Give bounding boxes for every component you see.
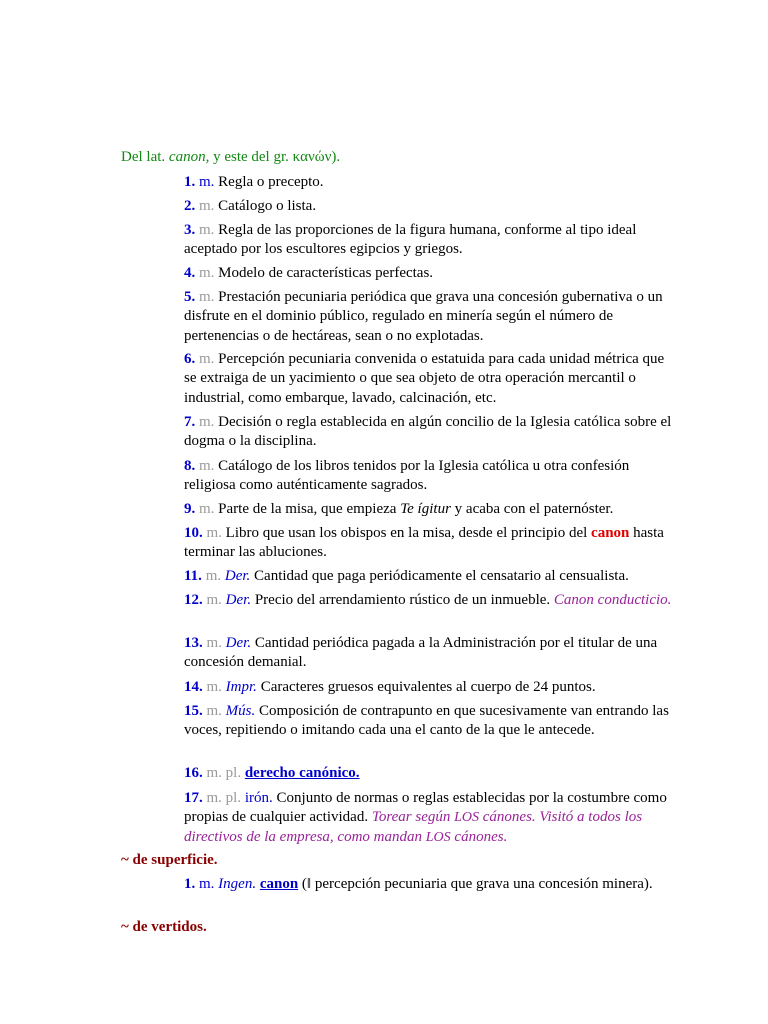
sense-text: Modelo de características perfectas. (214, 265, 434, 281)
domain-label: Der. (225, 592, 252, 608)
sense-text: Libro que usan los obispos en la misa, desde el principio del (221, 525, 592, 541)
sense-number: 8. (184, 458, 196, 474)
sense-10 (184, 524, 680, 563)
sense-number: 13. (184, 635, 203, 651)
italic-term: Te ígitur (400, 501, 451, 517)
etymology-prefix: Del lat. (121, 149, 169, 165)
sense-number: 7. (184, 414, 196, 430)
sense-number: 10. (184, 525, 203, 541)
sense-text: Decisión o regla establecida en algún concilio de la Iglesia católica sobre el dogma o la disciplina. (184, 414, 672, 450)
grammar-label: m. (199, 414, 215, 430)
usage-example: Canon conducticio. (553, 592, 672, 608)
sense-2 (184, 197, 680, 216)
sense-text: Composición de contrapunto en que sucesivamente van entrando las voces, repitiendo o imitando cada una el canto de la que le antecede. (184, 703, 669, 739)
sense-text: Catálogo o lista. (214, 198, 317, 214)
grammar-label: m. (206, 635, 222, 651)
sense-12 (184, 591, 680, 610)
example-part: cánones. Visitó a todos los directivos de la empresa, como mandan (184, 809, 643, 845)
grammar-label: m. (199, 198, 215, 214)
sense-6 (184, 350, 680, 408)
grammar-label: m. pl. (206, 790, 242, 806)
etymology (121, 148, 340, 167)
grammar-label: m. (199, 174, 215, 190)
sense-text: Prestación pecuniaria periódica que grava una concesión gubernativa o un disfrute en el dominio público, regulado en minería según el número de pertenencias o de hectáreas, sean o no explotadas. (184, 289, 663, 344)
sense-number: 9. (184, 501, 196, 517)
sense-text: Conjunto de normas o reglas establecidas por la costumbre como propias de cualquier actividad. (184, 790, 667, 826)
etymology-word: canon, (168, 149, 210, 165)
sense-16 (184, 764, 680, 783)
etymology-suffix: ). (331, 149, 341, 165)
sense-text: Regla de las proporciones de la figura humana, conforme al tipo ideal aceptado por los escultores egipcios y griegos. (184, 222, 637, 258)
sense-9 (184, 500, 680, 519)
domain-label: Mús. (225, 703, 256, 719)
sense-number: 3. (184, 222, 196, 238)
highlighted-headword: canon (591, 525, 630, 541)
sense-number: 4. (184, 265, 196, 281)
sense-15 (184, 702, 680, 741)
cross-reference-link[interactable]: derecho canónico. (244, 765, 360, 781)
grammar-label: m. (199, 458, 215, 474)
subentry-label: ~ de superficie. (121, 852, 218, 868)
domain-label: Ingen. (218, 876, 257, 892)
domain-label: Der. (224, 568, 251, 584)
subentry-label: ~ de vertidos. (121, 919, 207, 935)
sense-3 (184, 221, 680, 260)
subentry-sense-1 (184, 875, 680, 894)
grammar-label: m. (199, 289, 215, 305)
usage-label: irón. (244, 790, 273, 806)
sense-text: Caracteres gruesos equivalentes al cuerpo de 24 puntos. (256, 679, 596, 695)
sense-text: Cantidad periódica pagada a la Administración por el titular de una concesión demanial. (184, 635, 658, 671)
sense-text: (‖ percepción pecuniaria que grava una concesión minera). (298, 876, 653, 892)
sense-number: 11. (184, 568, 202, 584)
grammar-label: m. (199, 876, 215, 892)
grammar-label: m. (206, 525, 222, 541)
sense-number: 1. (184, 174, 196, 190)
sense-8 (184, 457, 680, 496)
etymology-greek: κανών (292, 149, 332, 165)
sense-text: Cantidad que paga periódicamente el censatario al censualista. (250, 568, 629, 584)
grammar-label: m. (206, 592, 222, 608)
grammar-label: m. (206, 679, 222, 695)
grammar-label: m. (199, 222, 215, 238)
sense-13 (184, 634, 680, 673)
grammar-label: m. (199, 265, 215, 281)
example-part: Torear según (371, 809, 455, 826)
grammar-label: m. (199, 501, 215, 517)
sense-number: 1. (184, 876, 196, 892)
sense-17 (184, 789, 680, 847)
sense-7 (184, 413, 680, 452)
example-smallcaps: LOS (454, 810, 480, 826)
sense-number: 5. (184, 289, 196, 305)
sense-number: 15. (184, 703, 203, 719)
domain-label: Impr. (225, 679, 257, 695)
sense-text: Regla o precepto. (214, 174, 324, 190)
sense-text-after: y acaba con el paternóster. (450, 501, 614, 517)
sense-text: Catálogo de los libros tenidos por la Iglesia católica u otra confesión religiosa como auténticamente sagrados. (184, 458, 630, 494)
domain-label: Der. (225, 635, 252, 651)
sense-number: 14. (184, 679, 203, 695)
sense-number: 17. (184, 790, 203, 806)
sense-number: 6. (184, 351, 196, 367)
sense-11 (184, 567, 680, 586)
sense-14 (184, 678, 680, 697)
sense-1 (184, 173, 680, 192)
sense-number: 2. (184, 198, 196, 214)
grammar-label: m. (206, 703, 222, 719)
grammar-label: m. pl. (206, 765, 242, 781)
grammar-label: m. (199, 351, 215, 367)
sense-text-after: hasta terminar las abluciones. (184, 525, 664, 561)
grammar-label: m. (205, 568, 222, 584)
etymology-middle: y este del gr. (209, 149, 293, 165)
sense-5 (184, 288, 680, 346)
sense-text: Percepción pecuniaria convenida o estatuida para cada unidad métrica que se extraiga de un yacimiento o que sea objeto de otra operación mercantil o industrial, como embarque, lavado, calcinación, etc. (184, 351, 665, 406)
sense-number: 16. (184, 765, 203, 781)
sense-text: Parte de la misa, que empieza (214, 501, 401, 517)
cross-reference-link[interactable]: canon (259, 876, 299, 892)
sense-text: Precio del arrendamiento rústico de un inmueble. (251, 592, 554, 608)
sense-number: 12. (184, 592, 203, 608)
example-smallcaps: LOS (425, 829, 451, 845)
sense-4 (184, 264, 680, 283)
example-part: cánones. (450, 828, 508, 845)
